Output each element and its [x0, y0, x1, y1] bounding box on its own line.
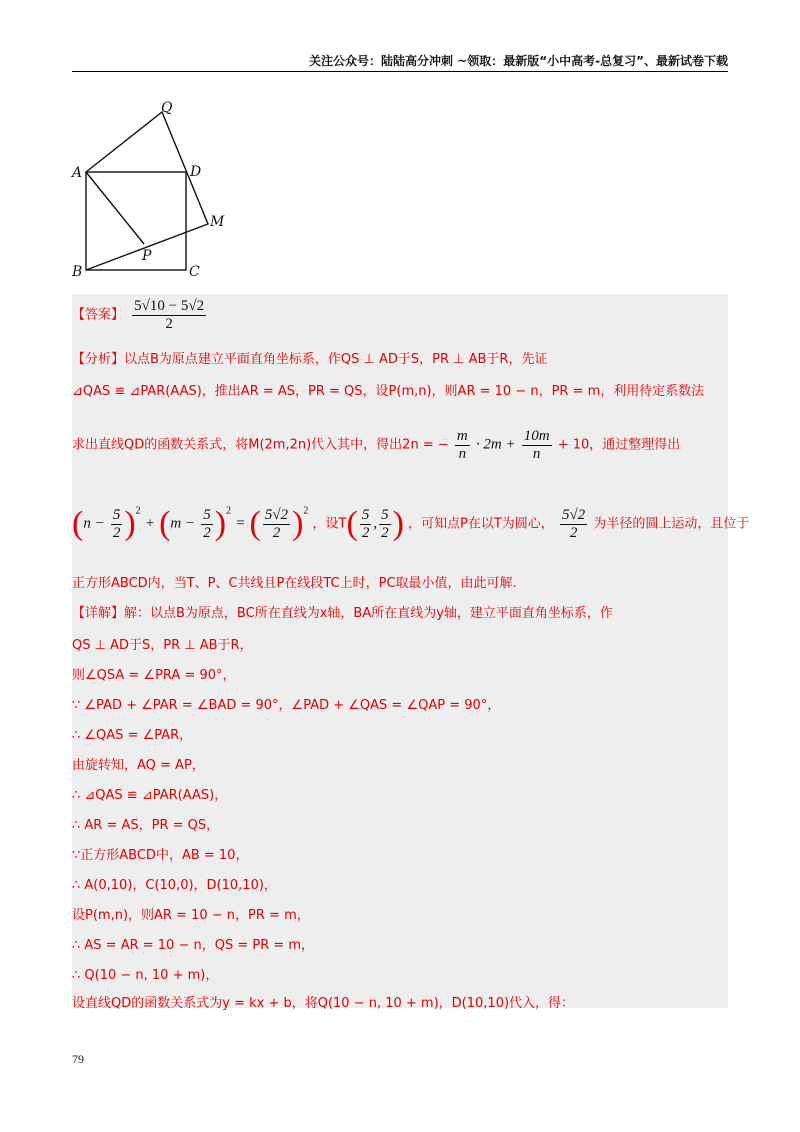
- detail-line-13: ∴ Q(10 − n, 10 + m)，: [72, 968, 219, 983]
- analysis-line-5: 正方形ABCD内，当T、P、C共线且P在线段TC上时，PC取最小值，由此可解.: [72, 576, 517, 591]
- header-rule: [72, 71, 728, 72]
- answer-tag: 【答案】: [72, 307, 125, 323]
- square-abcd: [86, 172, 186, 270]
- detail-line-8: ∴ AR = AS，PR = QS，: [72, 818, 220, 833]
- detail-line-6: 由旋转知，AQ = AP，: [72, 758, 205, 773]
- analysis-line-3: 求出直线QD的函数关系式，将M(2m,2n)代入其中，得出2n = − $\frac{m}{n}$ · 2m + $\frac{10m}{n}$ + 10，通过整理得出: [72, 428, 681, 462]
- detail-line-1: 【详解】解：以点B为原点，BC所在直线为x轴，BA所在直线为y轴，建立平面直角坐标系，作: [72, 606, 613, 621]
- analysis-line-2: ⊿QAS ≌ ⊿PAR(AAS)，推出AR = AS，PR = QS，设P(m,n)，则AR = 10 − n，PR = m，利用待定系数法: [72, 384, 705, 399]
- answer-line: [72, 298, 208, 332]
- geometry-figure: [66, 98, 236, 288]
- label-c: C: [189, 264, 200, 280]
- answer-denominator: 2: [165, 315, 173, 332]
- label-m: M: [210, 214, 225, 230]
- detail-line-10: ∴ A(0,10)，C(10,0)，D(10,10)，: [72, 878, 277, 893]
- label-p: P: [142, 248, 152, 264]
- page-number: 79: [72, 1052, 84, 1066]
- detail-line-5: ∴ ∠QAS = ∠PAR，: [72, 728, 193, 743]
- analysis-line-1: [72, 348, 547, 367]
- detail-line-2: QS ⊥ AD于S，PR ⊥ AB于R，: [72, 638, 253, 653]
- detail-line-11: 设P(m,n)，则AR = 10 − n，PR = m，: [72, 908, 310, 923]
- detail-line-4: ∵ ∠PAD + ∠PAR = ∠BAD = 90°，∠PAD + ∠QAS = ∠QAP = 90°，: [72, 698, 501, 713]
- label-d: D: [190, 164, 202, 180]
- analysis-tag: 【分析】: [72, 352, 125, 367]
- detail-line-12: ∴ AS = AR = 10 − n，QS = PR = m，: [72, 938, 315, 953]
- label-q: Q: [161, 100, 173, 116]
- detail-line-3: 则∠QSA = ∠PRA = 90°，: [72, 668, 236, 683]
- detail-tag: 【详解】: [72, 606, 125, 621]
- detail-line-14: 设直线QD的函数关系式为y = kx + b，将Q(10 − n, 10 + m)，D(10,10)代入，得：: [72, 996, 575, 1011]
- page-header: 关注公众号：陆陆高分冲刺 ~领取：最新版“小中高考-总复习”、最新试卷下载: [309, 54, 728, 68]
- segment-ap: [86, 172, 144, 244]
- rotated-shape: [86, 112, 208, 270]
- detail-line-9: ∵正方形ABCD中，AB = 10，: [72, 848, 249, 863]
- detail-line-7: ∴ ⊿QAS ≌ ⊿PAR(AAS)，: [72, 788, 228, 803]
- analysis-line-4: (n − $\frac{5}{2}$ )$^2$ + (m − $\frac{5}{2}$ )$^2$ = ( $\frac{5√2}{2}$ )$^2$ ，设T( $\frac{5}{2}$ , $\frac{5}{2}$ ) ，可知点P在以T为圆心， $\frac{5√2}{2}$ 为半径的圆上运动，且位于: [72, 505, 750, 542]
- label-b: B: [72, 264, 83, 280]
- answer-numerator: 5√10 − 5√2: [134, 298, 205, 314]
- label-a: A: [72, 165, 83, 181]
- analysis-text-1: 以点B为原点建立平面直角坐标系，作QS ⊥ AD于S，PR ⊥ AB于R，先证: [124, 352, 548, 367]
